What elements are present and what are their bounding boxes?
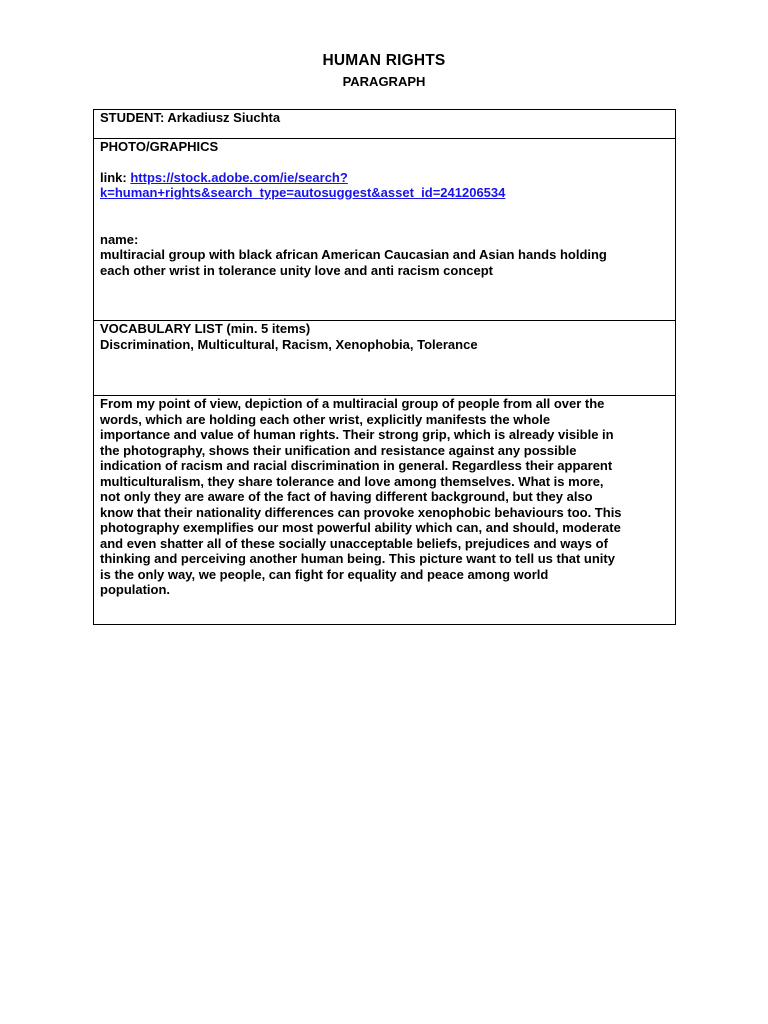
paragraph-line: words, which are holding each other wrist, explicitly manifests the whole [100, 411, 551, 427]
paragraph-line: photography exemplifies our most powerful ability which can, and should, moderate [100, 520, 621, 535]
paragraph-line: know that their nationality differences can provoke xenophobic behaviours too. This [100, 504, 622, 520]
vocabulary-row [94, 321, 676, 396]
stock-link-part-2[interactable]: k=human+rights&search_type=autosuggest&asset_id=241206534 [100, 185, 506, 200]
spacer [100, 155, 669, 170]
stock-link-part-1[interactable]: https://stock.adobe.com/ie/search? [130, 169, 348, 185]
student-cell [94, 110, 676, 139]
paragraph-line: and even shatter all of these socially unacceptable beliefs, prejudices and ways of [100, 535, 608, 551]
paragraph-line: population. [100, 582, 171, 597]
paragraph-line: thinking and perceiving another human being. This picture want to tell us that unity [100, 551, 615, 566]
name-label: name: [100, 231, 139, 247]
photo-name-line-2: each other wrist in tolerance unity love and anti racism concept [100, 262, 493, 278]
student-row [94, 110, 676, 139]
paragraph-cell [94, 396, 676, 625]
photo-link-line [100, 170, 669, 186]
student-name: Arkadiusz Siuchta [167, 110, 281, 125]
link-label: link: [100, 169, 127, 185]
paragraph-line: not only they are aware of the fact of having different background, but they also [100, 489, 593, 504]
photo-row [94, 139, 676, 321]
student-label: STUDENT: [100, 110, 165, 125]
photo-cell [94, 139, 676, 321]
vocabulary-items: Discrimination, Multicultural, Racism, Xenophobia, Tolerance [100, 336, 478, 352]
photo-name-line-1: multiracial group with black african American Caucasian and Asian hands holding [100, 247, 607, 262]
photo-heading: PHOTO/GRAPHICS [100, 139, 219, 154]
paragraph-line: multiculturalism, they share tolerance and love among themselves. What is more, [100, 473, 604, 489]
paragraph-line: the photography, shows their unification and resistance against any possible [100, 442, 577, 458]
page-title: HUMAN RIGHTS [322, 52, 446, 69]
paragraph-line: importance and value of human rights. Their strong grip, which is already visible in [100, 427, 614, 442]
paragraph-line: is the only way, we people, can fight for equality and peace among world [100, 566, 549, 582]
page-subtitle: PARAGRAPH [342, 74, 426, 89]
assignment-form-table [93, 109, 676, 625]
vocabulary-heading: VOCABULARY LIST (min. 5 items) [100, 321, 311, 336]
paragraph-row [94, 396, 676, 625]
vocabulary-cell [94, 321, 676, 396]
paragraph-line: indication of racism and racial discrimination in general. Regardless their apparent [100, 458, 613, 473]
spacer [100, 201, 669, 232]
paragraph-line: From my point of view, depiction of a multiracial group of people from all over the [100, 396, 605, 411]
